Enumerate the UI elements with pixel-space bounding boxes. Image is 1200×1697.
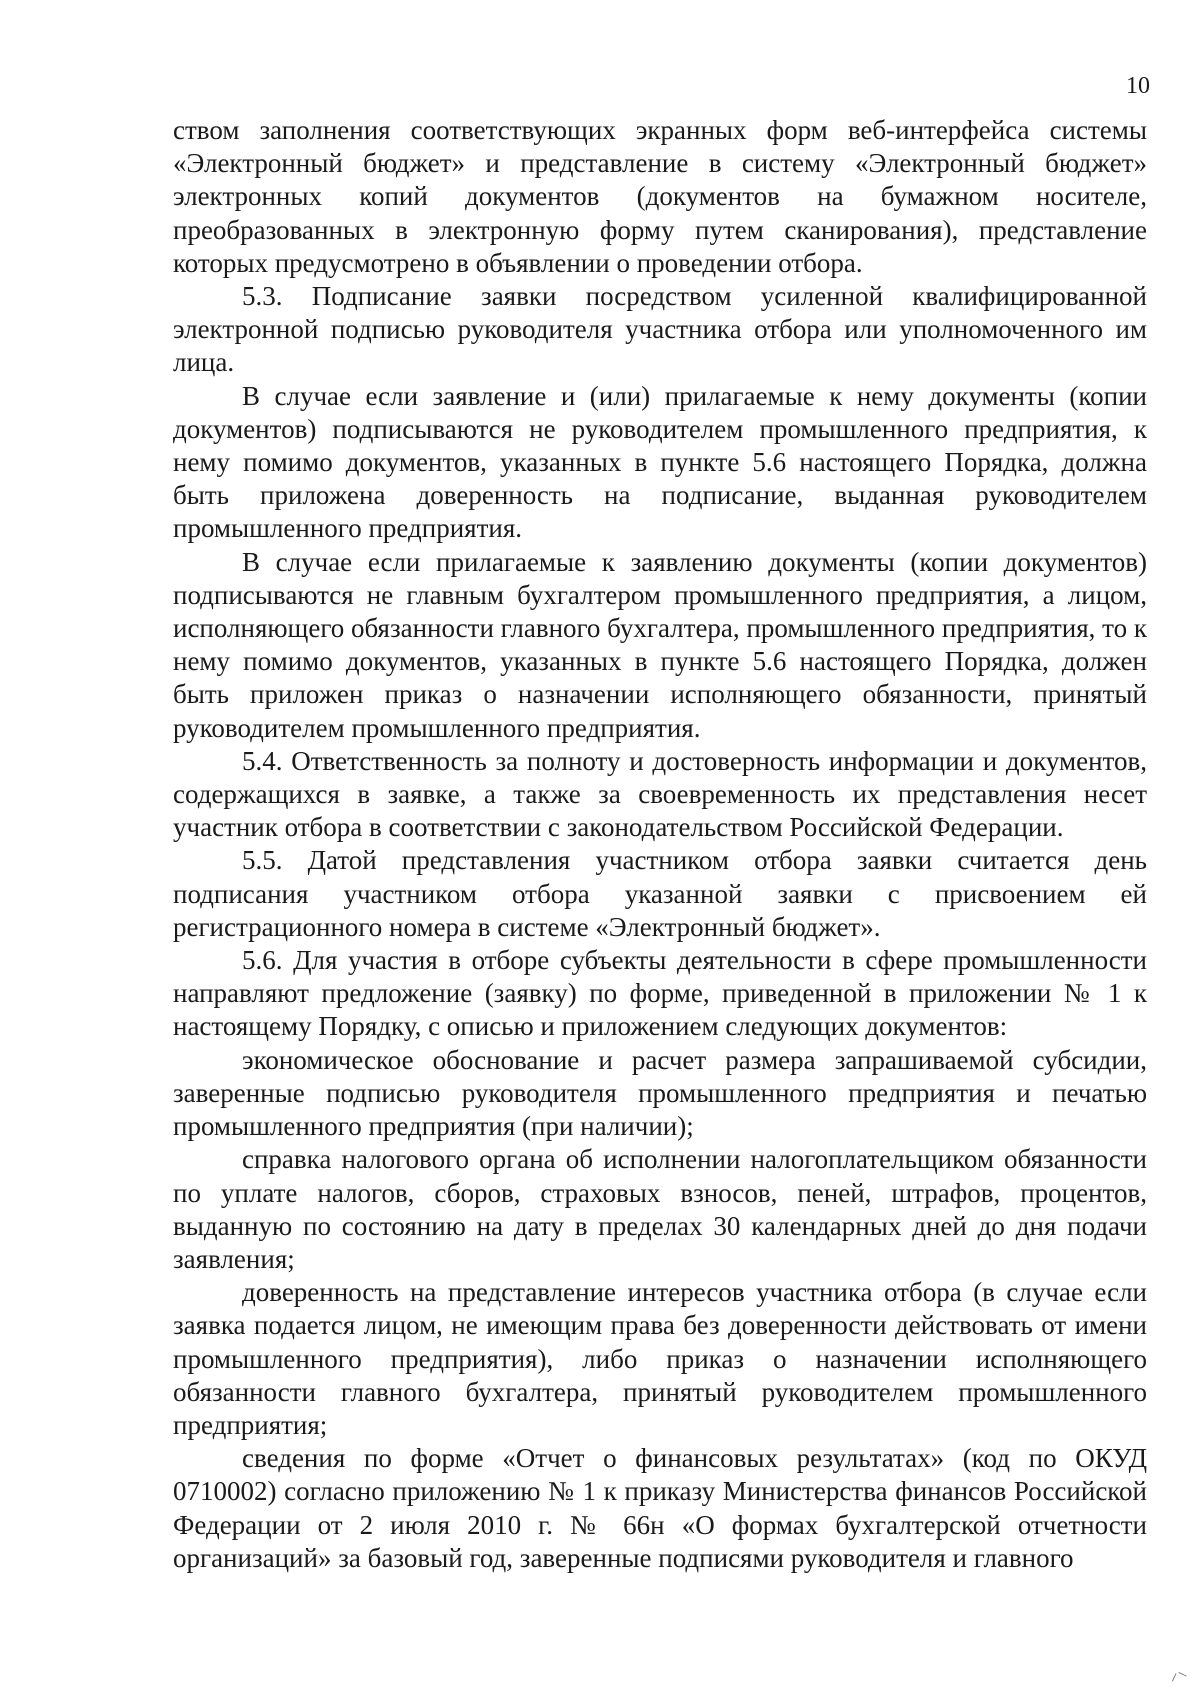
page-number: 10 — [1126, 73, 1150, 99]
paragraph-5-6: 5.6. Для участия в отборе субъекты деятельности в сфере промышленности направляют предложение (заявку) по форме, приведенной в приложении № 1 к настоящему Порядку, с описью и приложением следующих документов: — [173, 945, 1147, 1042]
paragraph-5-3: 5.3. Подписание заявки посредством усиленной квалифицированной электронной подписью руководителя участника отбора или уполномоченного им лица. — [173, 281, 1147, 378]
paragraph-acting-accountant: В случае если прилагаемые к заявлению документы (копии документов) подписываются не главным бухгалтером промышленного предприятия, а лицом, исполняющего обязанности главного бухгалтера, промышленного предприятия, то к нему помимо документов, указанных в пункте 5.6 настоящего Порядка, должен быть приложен приказ о назначении исполняющего обязанности, принятый руководителем промышленного предприятия. — [173, 546, 1147, 743]
document-body — [173, 114, 1147, 1575]
paragraph-power-of-attorney: В случае если заявление и (или) прилагаемые к нему документы (копии документов) подписываются не руководителем промышленного предприятия, к нему помимо документов, указанных в пункте 5.6 настоящего Порядка, должна быть приложена доверенность на подписание, выданная руководителем промышленного предприятия. — [173, 380, 1147, 544]
paragraph-5-4: 5.4. Ответственность за полноту и достоверность информации и документов, содержащихся в заявке, а также за своевременность их представления несет участник отбора в соответствии с законодательством Российской Федерации. — [173, 745, 1147, 843]
paragraph-5-5: 5.5. Датой представления участником отбора заявки считается день подписания участником отбора указанной заявки с присвоением ей регистрационного номера в системе «Электронный бюджет». — [173, 845, 1147, 942]
scan-artifact-mark: ⸝⸜ — [1165, 1659, 1189, 1685]
list-item-tax-certificate: справка налогового органа об исполнении налогоплательщиком обязанности по уплате налогов, сборов, страховых взносов, пеней, штрафов, процентов, выданную по состоянию на дату в пределах 30 календарных дней до дня подачи заявления; — [173, 1144, 1147, 1274]
paragraph-continuation: ством заполнения соответствующих экранных форм веб-интерфейса системы «Электронный бюджет» и представление в систему «Электронный бюджет» электронных копий документов (документов на бумажном носителе, преобразованных в электронную форму путем сканирования), представление которых предусмотрено в объявлении о проведении отбора. — [173, 115, 1147, 278]
list-item-financial-results: сведения по форме «Отчет о финансовых результатах» (код по ОКУД 0710002) согласно приложению № 1 к приказу Министерства финансов Российской Федерации от 2 июля 2010 г. № 66н «О формах бухгалтерской отчетности организаций» за базовый год, заверенные подписями руководителя и главного — [173, 1443, 1147, 1573]
list-item-power-of-attorney: доверенность на представление интересов участника отбора (в случае если заявка подается лицом, не имеющим права без доверенности действовать от имени промышленного предприятия), либо приказ о назначении исполняющего обязанности главного бухгалтера, принятый руководителем промышленного предприятия; — [173, 1277, 1147, 1440]
list-item-economic-justification: экономическое обоснование и расчет размера запрашиваемой субсидии, заверенные подписью руководителя промышленного предприятия и печатью промышленного предприятия (при наличии); — [173, 1044, 1147, 1142]
